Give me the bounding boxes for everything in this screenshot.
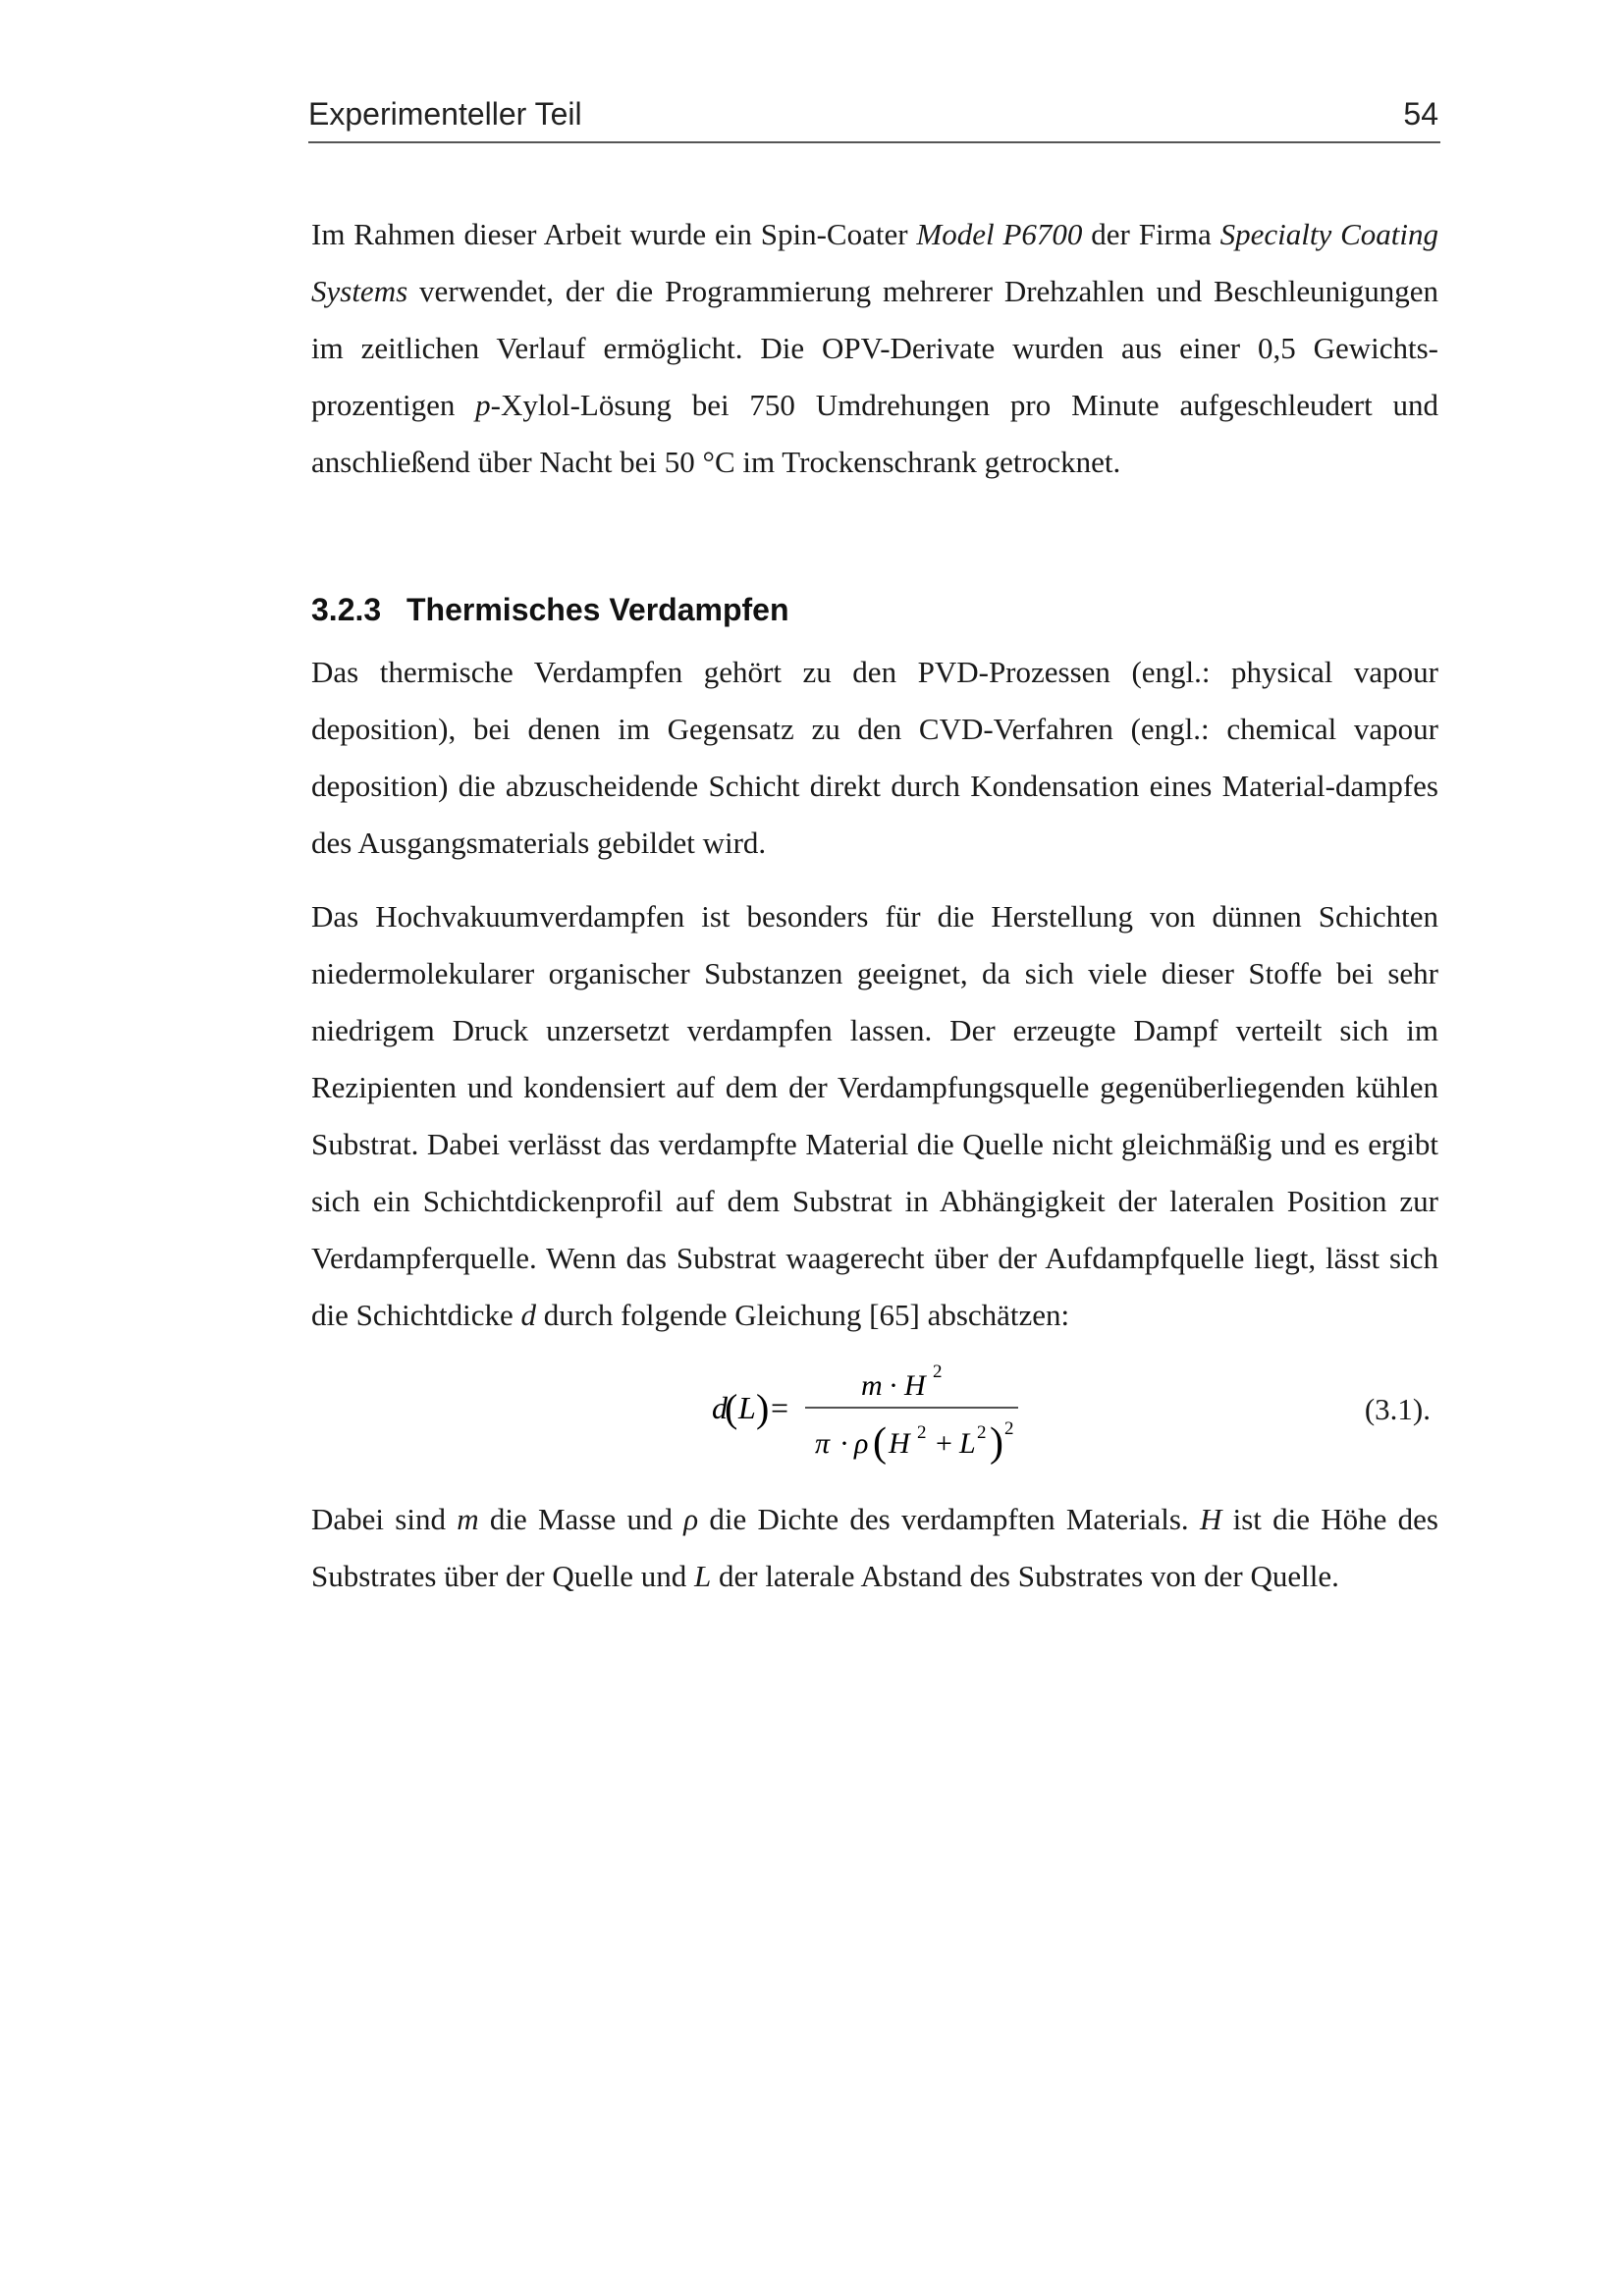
text-span: die Dichte des verdampften Materials.: [698, 1502, 1200, 1536]
paragraph-high-vacuum: [311, 888, 1438, 1344]
eq-lhs-close-paren: ): [756, 1386, 770, 1430]
section-title: Thermisches Verdampfen: [406, 592, 789, 627]
eq-den-outer-exponent: 2: [1004, 1418, 1014, 1439]
eq-den-L: L: [959, 1427, 976, 1460]
eq-den-pi: π: [815, 1427, 831, 1460]
eq-den-L-exponent: 2: [977, 1422, 987, 1443]
eq-den-plus: +: [936, 1427, 952, 1460]
equation-block: [311, 1356, 1438, 1477]
eq-num-dot: ·: [889, 1369, 898, 1402]
equation-number: (3.1).: [1364, 1392, 1431, 1426]
text-span: der laterale Abstand des Substrates von der Quelle.: [711, 1559, 1339, 1593]
eq-num-exponent: 2: [933, 1362, 943, 1382]
paragraph-variables: [311, 1491, 1438, 1605]
variable-m: m: [457, 1502, 479, 1536]
paragraph-pvd: Das thermische Verdampfen gehört zu den PVD-Prozessen (engl.: physical vapour deposition), bei denen im Gegensatz zu den CVD-Verfahren (engl.: chemical vapour deposition) die abzuscheidende Schicht direkt durch Kondensation eines Material-dampfes des Ausgangsmaterials gebildet wird.: [311, 655, 1438, 860]
para-xylol-prefix: p: [475, 388, 491, 422]
page-number: 54: [1403, 96, 1438, 132]
eq-equals: =: [771, 1390, 789, 1425]
variable-rho: ρ: [683, 1502, 699, 1536]
page-header: [308, 94, 1440, 143]
text-span: Im Rahmen dieser Arbeit wurde ein Spin-Coater: [311, 217, 917, 251]
text-span: durch folgende Gleichung [65] abschätzen:: [536, 1298, 1070, 1332]
text-span: der Firma: [1082, 217, 1220, 251]
text-span: Dabei sind: [311, 1502, 458, 1536]
variable-L: L: [693, 1559, 712, 1593]
text-span: die Masse und: [478, 1502, 684, 1536]
eq-den-rho: ρ: [854, 1427, 869, 1460]
text-span: ist die Höhe des Substrates über der Quelle und: [311, 1502, 1438, 1593]
page-body: [311, 206, 1438, 1605]
eq-lhs-open-paren: (: [725, 1386, 738, 1430]
eq-den-open-paren: (: [873, 1420, 887, 1466]
text-span: verwendet, der die Programmierung mehrerer Drehzahlen und Beschleunigungen im zeitlichen Verlauf ermöglicht. Die OPV-Derivate wurden aus einer 0,5 Gewichts-prozentigen: [311, 274, 1438, 422]
eq-den-H: H: [889, 1427, 910, 1460]
eq-den-H-exponent: 2: [917, 1422, 927, 1443]
eq-num-H: H: [904, 1369, 926, 1402]
text-span: -Xylol-Lösung bei 750 Umdrehungen pro Minute aufgeschleudert und anschließend über Nacht bei 50 °C im Trockenschrank getrocknet.: [311, 388, 1439, 479]
eq-lhs-d: d: [712, 1390, 728, 1425]
eq-lhs-L: L: [738, 1390, 756, 1425]
paragraph-spin-coating: [311, 206, 1438, 491]
equation-formula: [712, 1356, 1046, 1477]
eq-num-m: m: [861, 1369, 883, 1402]
eq-den-dot: ·: [839, 1427, 849, 1460]
section-heading: [311, 587, 1438, 632]
variable-d: d: [520, 1298, 536, 1332]
variable-H: H: [1199, 1502, 1222, 1536]
eq-den-close-paren: ): [990, 1420, 1003, 1466]
model-name: Model P6700: [916, 217, 1083, 251]
text-span: Das Hochvakuumverdampfen ist besonders für die Herstellung von dünnen Schichten niedermolekularer organischer Substanzen geeignet, da sich viele dieser Stoffe bei sehr niedrigem Druck unzersetzt verdampfen lassen. Der erzeugte Dampf verteilt sich im Rezipienten und kondensiert auf dem der Verdampfungsquelle gegenüberliegenden kühlen Substrat. Dabei verlässt das verdampfte Material die Quelle nicht gleichmäßig und es ergibt sich ein Schichtdickenprofil auf dem Substrat in Abhängigkeit der lateralen Position zur Verdampferquelle. Wenn das Substrat waagerecht über der Aufdampfquelle liegt, lässt sich die Schichtdicke: [311, 899, 1438, 1332]
company-name: Specialty Coating Systems: [311, 217, 1438, 308]
section-number: 3.2.3: [311, 592, 382, 627]
running-header-title: Experimenteller Teil: [308, 96, 582, 132]
